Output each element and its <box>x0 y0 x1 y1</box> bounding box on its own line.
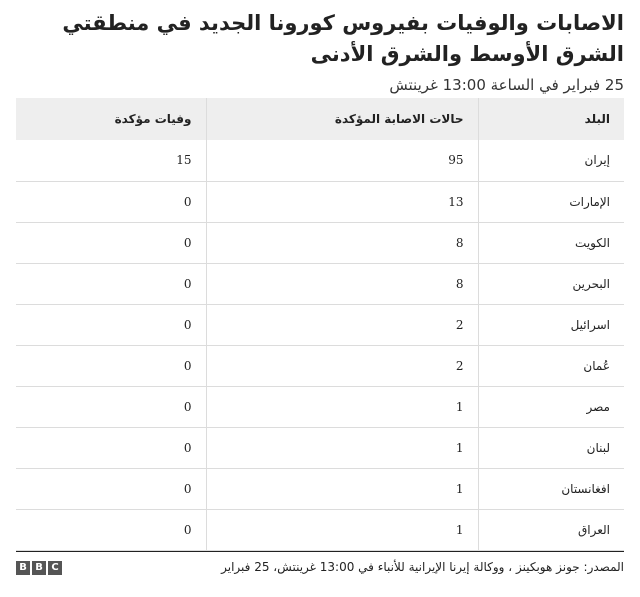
cell-deaths: 15 <box>16 140 206 181</box>
cell-cases: 1 <box>206 386 478 427</box>
table-row <box>16 181 624 222</box>
table-row <box>16 263 624 304</box>
cell-country: الإمارات <box>569 194 610 209</box>
cell-cases: 1 <box>206 468 478 509</box>
header-cases: حالات الاصابة المؤكدة <box>206 98 478 140</box>
table-row <box>16 427 624 468</box>
footer-divider <box>16 551 624 552</box>
table-row <box>16 140 624 181</box>
logo-letter: B <box>16 561 30 575</box>
cell-country: اسرائيل <box>570 317 610 332</box>
cell-deaths: 0 <box>16 468 206 509</box>
cell-deaths: 0 <box>16 304 206 345</box>
cell-cases: 8 <box>206 222 478 263</box>
cell-deaths: 0 <box>16 427 206 468</box>
table-row <box>16 468 624 509</box>
cell-country: افغانستان <box>561 481 610 496</box>
table-row <box>16 509 624 550</box>
cell-cases: 13 <box>206 181 478 222</box>
cell-country: إيران <box>584 153 610 168</box>
header-deaths: وفيات مؤكدة <box>16 98 206 140</box>
cell-country: عُمان <box>583 358 610 373</box>
header-country: البلد <box>584 112 610 126</box>
cell-country: البحرين <box>572 276 610 291</box>
source-note: المصدر: جونز هوبكينز ، ووكالة إيرنا الإيرانية للأنباء في 13:00 غرينتش، 25 فبراير <box>221 560 624 574</box>
cell-cases: 2 <box>206 304 478 345</box>
cell-deaths: 0 <box>16 222 206 263</box>
cell-country: العراق <box>577 522 610 537</box>
table-row <box>16 304 624 345</box>
cell-country: مصر <box>586 399 610 414</box>
table-row <box>16 222 624 263</box>
table-row <box>16 345 624 386</box>
cell-cases: 8 <box>206 263 478 304</box>
cell-deaths: 0 <box>16 263 206 304</box>
cell-cases: 1 <box>206 427 478 468</box>
logo-letter: B <box>32 561 46 575</box>
cell-country: لبنان <box>586 440 610 455</box>
logo-letter: C <box>48 561 62 575</box>
cell-deaths: 0 <box>16 386 206 427</box>
table-header-row <box>16 98 624 140</box>
bbc-logo <box>16 561 62 575</box>
cell-cases: 2 <box>206 345 478 386</box>
data-table <box>16 98 624 551</box>
cell-deaths: 0 <box>16 181 206 222</box>
cell-deaths: 0 <box>16 509 206 550</box>
page-subtitle: 25 فبراير في الساعة 13:00 غرينتش <box>389 76 624 94</box>
page-title: الاصابات والوفيات بفيروس كورونا الجديد في منطقتي الشرق الأوسط والشرق الأدنى <box>62 11 624 66</box>
cell-cases: 95 <box>206 140 478 181</box>
table-row <box>16 386 624 427</box>
cell-deaths: 0 <box>16 345 206 386</box>
cell-cases: 1 <box>206 509 478 550</box>
cell-country: الكويت <box>575 235 610 250</box>
